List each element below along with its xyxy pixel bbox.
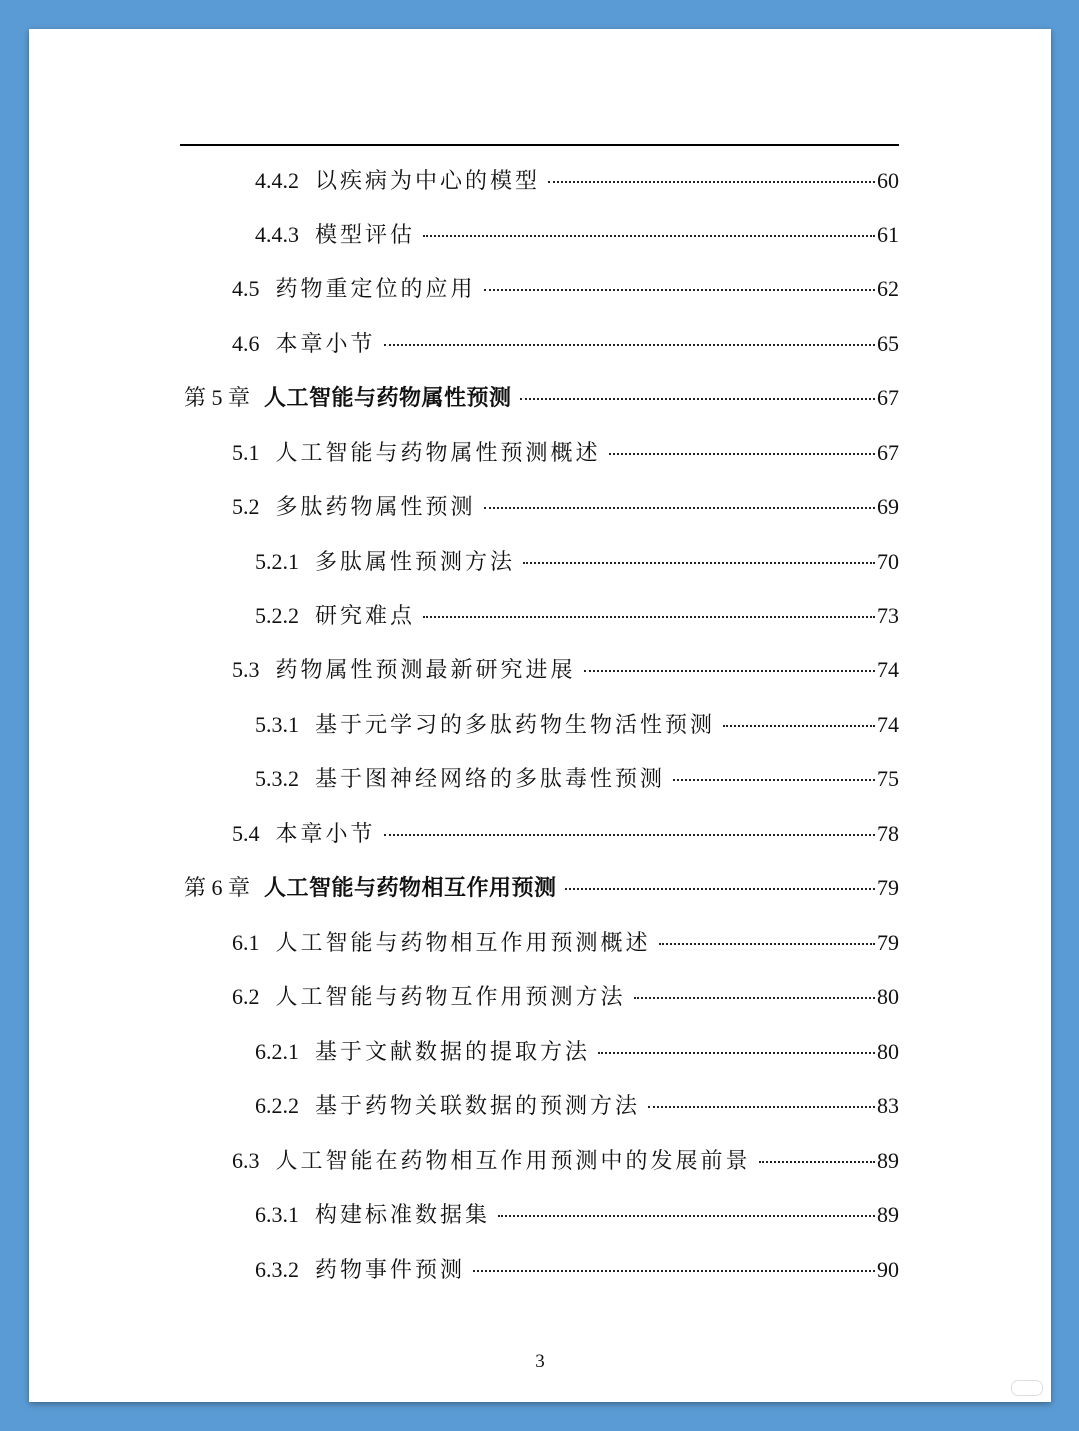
dot-leader: [759, 1161, 875, 1163]
page-number: 3: [535, 1351, 545, 1372]
toc-entry-page: 67: [877, 385, 899, 410]
toc-entry-5-2-1[interactable]: [255, 545, 899, 575]
toc-entry-number: 5.3.2: [255, 766, 299, 791]
toc-entry-5-3-2[interactable]: [255, 762, 899, 792]
toc-entry-page: 79: [877, 930, 899, 955]
toc-entry-chapter-5[interactable]: [184, 381, 899, 411]
dot-leader: [384, 834, 875, 836]
toc-entry-number: 5.3: [232, 657, 260, 682]
dot-leader: [484, 289, 875, 291]
toc-entry-5-2[interactable]: [232, 490, 899, 520]
toc-entry-6-2-2[interactable]: [255, 1089, 899, 1119]
toc-entry-page: 67: [877, 440, 899, 465]
dot-leader: [609, 453, 875, 455]
toc-entry-6-2-1[interactable]: [255, 1035, 899, 1065]
toc-entry-4-4-2[interactable]: [255, 164, 899, 194]
toc-entry-number: 4.5: [232, 276, 260, 301]
toc-entry-title: 人工智能在药物相互作用预测中的发展前景: [275, 1148, 751, 1173]
toc-entry-title: 人工智能与药物属性预测: [264, 385, 512, 410]
dot-leader: [634, 997, 875, 999]
toc-entry-page: 70: [877, 549, 899, 574]
toc-entry-number: 4.6: [232, 331, 260, 356]
toc-entry-page: 74: [877, 657, 899, 682]
toc-entry-number: 5.1: [232, 440, 260, 465]
toc-entry-number: 5.2: [232, 494, 260, 519]
toc-entry-page: 75: [877, 766, 899, 791]
toc-entry-title: 本章小节: [275, 821, 376, 846]
toc-entry-number: 4.4.3: [255, 222, 299, 247]
dot-leader: [673, 779, 875, 781]
toc-entry-page: 89: [877, 1148, 899, 1173]
dot-leader: [548, 181, 875, 183]
toc-entry-5-3-1[interactable]: [255, 708, 899, 738]
toc-entry-title: 基于元学习的多肽药物生物活性预测: [315, 712, 716, 737]
toc-entry-page: 74: [877, 712, 899, 737]
toc-entry-5-1[interactable]: [232, 436, 899, 466]
dot-leader: [473, 1270, 875, 1272]
toc-entry-page: 90: [877, 1257, 899, 1282]
toc-entry-6-2[interactable]: [232, 980, 899, 1010]
dot-leader: [648, 1106, 875, 1108]
toc-entry-title: 药物重定位的应用: [275, 276, 476, 301]
dot-leader: [584, 670, 875, 672]
dot-leader: [484, 507, 875, 509]
document-page: [29, 29, 1051, 1402]
toc-entry-page: 80: [877, 1039, 899, 1064]
toc-entry-4-5[interactable]: [232, 272, 899, 302]
toc-entry-page: 69: [877, 494, 899, 519]
toc-entry-title: 多肽属性预测方法: [315, 549, 516, 574]
toc-entry-page: 89: [877, 1202, 899, 1227]
toc-entry-number: 5.2.1: [255, 549, 299, 574]
toc-entry-number: 6.3: [232, 1148, 260, 1173]
toc-entry-title: 人工智能与药物属性预测概述: [275, 440, 601, 465]
dot-leader: [523, 562, 875, 564]
dot-leader: [565, 888, 875, 890]
toc-entry-number: 5.3.1: [255, 712, 299, 737]
toc-entry-6-3[interactable]: [232, 1144, 899, 1174]
toc-entry-4-6[interactable]: [232, 327, 899, 357]
toc-entry-title: 药物属性预测最新研究进展: [275, 657, 576, 682]
watermark-badge-icon: [1011, 1380, 1043, 1396]
toc-entry-number: 第 6 章: [184, 875, 251, 900]
toc-entry-page: 62: [877, 276, 899, 301]
toc-entry-4-4-3[interactable]: [255, 218, 899, 248]
dot-leader: [384, 344, 875, 346]
toc-entry-chapter-6[interactable]: [184, 871, 899, 901]
dot-leader: [423, 616, 875, 618]
toc-entry-title: 基于文献数据的提取方法: [315, 1039, 591, 1064]
dot-leader: [520, 398, 875, 400]
toc-entry-page: 79: [877, 875, 899, 900]
toc-entry-5-2-2[interactable]: [255, 599, 899, 629]
toc-entry-title: 人工智能与药物相互作用预测概述: [275, 930, 651, 955]
dot-leader: [423, 235, 875, 237]
toc-entry-number: 6.3.2: [255, 1257, 299, 1282]
table-of-contents: [29, 29, 1051, 1329]
dot-leader: [723, 725, 875, 727]
toc-entry-title: 人工智能与药物相互作用预测: [264, 875, 557, 900]
toc-entry-title: 以疾病为中心的模型: [315, 168, 541, 193]
toc-entry-title: 人工智能与药物互作用预测方法: [275, 984, 626, 1009]
toc-entry-5-4[interactable]: [232, 817, 899, 847]
dot-leader: [659, 943, 875, 945]
toc-entry-number: 4.4.2: [255, 168, 299, 193]
toc-entry-title: 药物事件预测: [315, 1257, 466, 1282]
toc-entry-page: 60: [877, 168, 899, 193]
toc-entry-6-3-2[interactable]: [255, 1253, 899, 1283]
toc-entry-number: 6.2.2: [255, 1093, 299, 1118]
dot-leader: [598, 1052, 875, 1054]
toc-entry-page: 65: [877, 331, 899, 356]
toc-entry-6-3-1[interactable]: [255, 1198, 899, 1228]
toc-entry-page: 83: [877, 1093, 899, 1118]
toc-entry-5-3[interactable]: [232, 653, 899, 683]
toc-entry-title: 本章小节: [275, 331, 376, 356]
toc-entry-number: 6.2: [232, 984, 260, 1009]
toc-entry-number: 5.2.2: [255, 603, 299, 628]
toc-entry-number: 6.3.1: [255, 1202, 299, 1227]
toc-entry-title: 构建标准数据集: [315, 1202, 491, 1227]
toc-entry-title: 基于药物关联数据的预测方法: [315, 1093, 641, 1118]
toc-entry-title: 基于图神经网络的多肽毒性预测: [315, 766, 666, 791]
toc-entry-number: 6.2.1: [255, 1039, 299, 1064]
dot-leader: [498, 1215, 875, 1217]
toc-entry-page: 78: [877, 821, 899, 846]
toc-entry-page: 80: [877, 984, 899, 1009]
toc-entry-number: 5.4: [232, 821, 260, 846]
toc-entry-page: 73: [877, 603, 899, 628]
toc-entry-number: 6.1: [232, 930, 260, 955]
toc-entry-title: 模型评估: [315, 222, 416, 247]
toc-entry-number: 第 5 章: [184, 385, 251, 410]
toc-entry-6-1[interactable]: [232, 926, 899, 956]
toc-entry-title: 多肽药物属性预测: [275, 494, 476, 519]
toc-entry-title: 研究难点: [315, 603, 416, 628]
toc-entry-page: 61: [877, 222, 899, 247]
